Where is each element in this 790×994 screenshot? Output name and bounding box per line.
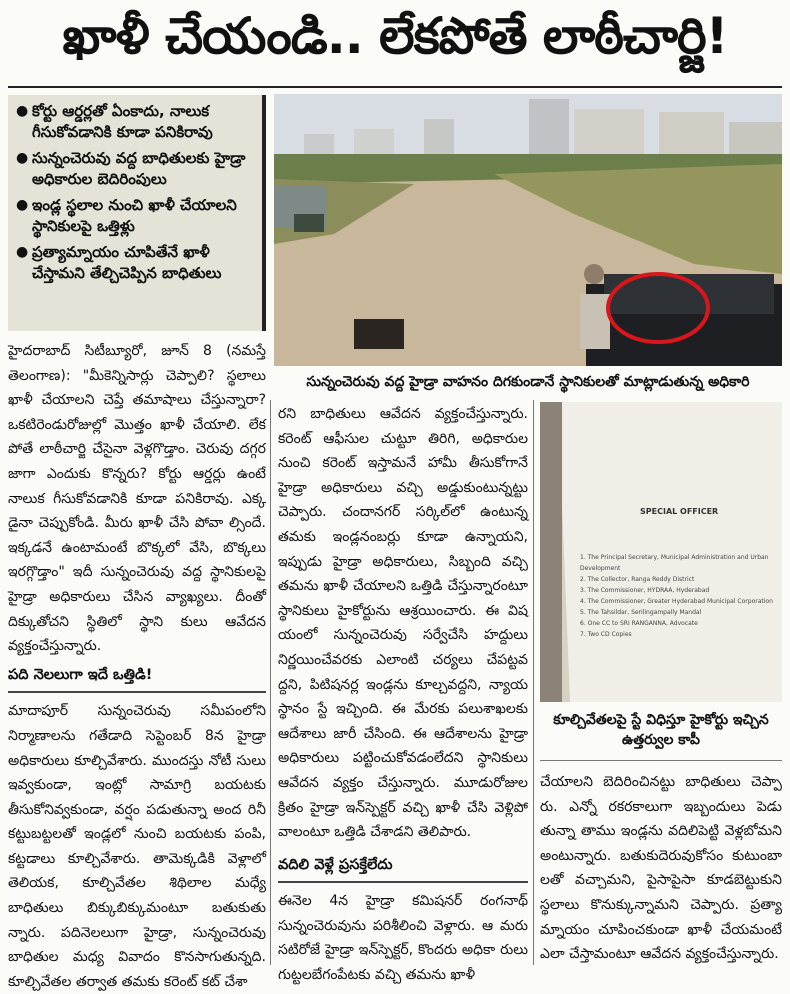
article-intro: హైదరాబాద్ సిటీబ్యూరో, జూన్ 8 (నమస్తే తెలంగాణ): "మీకెన్నిసార్లు చెప్పాలి? స్థలాలు ఖాళీ చేయాలని చెప్తే తమాషాలు చేస్తున్నారా? ఒకటిరెండురోజుల్లో మొత్తం ఖాళీ చేయాలి. లేక పోతే లాఠీచార్జి చేసైనా వెళ్లగొడ్తాం. చెరువు దగ్గర జాగా ఎందుకు కొన్నరు? కోర్టు ఆర్డర్లు ఉంటే నాలుక గీసుకోవడానికి కూడా పనికిరావు. ఎక్క డైనా చెప్పుకోండి. మీరు ఖాళీ చేసి పోవా ల్సిందే. ఇక్కడనే ఉంటామంటే బొక్కలో వేసి, బొక్కలు ఇరగ్గొడ్తాం" ఇదీ సున్నంచెరువు వద్ద స్థానికులపై హైడ్రా అధికారులు చేసిన వ్యాఖ్యలు. దీంతో దిక్కుతోచని స్థితిలో స్థాని కులు ఆవేదన వ్యక్తంచేస్తున్నారు. — [8, 343, 266, 655]
article-body-4: చేయాలని బెదిరించినట్టు బాధితులు చెప్పా రు. ఎన్నో రకరకాలుగా ఇబ్బందులు పెడు తున్నా తాము ఇండ్లను వదిలిపెట్టి వెళ్లబోమని అంటున్నారు. బతుకుదెరువుకోసం కుటుంబా లతో వచ్చామని, పైసాపైసా కూడబెట్టుకుని స్థలాలు కొనుక్కున్నామని చెప్పారు. ప్రత్యా మ్నాయం చూపించకుండా ఖాళీ చేయమంటే ఎలా చేస్తామంటూ ఆవేదన వ్యక్తంచేస్తున్నారు. — [540, 774, 782, 963]
article-column-3 — [540, 770, 782, 967]
highlight-item: ● సున్నంచెరువు వద్ద బాధితులకు హైడ్రా అధికారుల బెదిరింపులు — [16, 149, 246, 188]
subhead-1: పది నెలలుగా ఇదే ఒత్తిడి! — [8, 666, 153, 683]
article-body-1: మాదాపూర్ సున్నంచెరువు సమీపంలోని నిర్మాణాలను గతేడాది సెప్టెంబర్ 8న హైడ్రా అధికారులు కూల్చివేశారు. ముందస్తు నోటీ సులు ఇవ్వకుండా, ఇంట్లో సామాగ్రి బయటకు తీసుకోనివ్వకుండా, వర్షం పడుతున్నా అంద రినీ కట్టుబట్టలతో ఇండ్లలో నుంచి బయటకు పంపి, కట్టడాలు కూల్చివేశారు. తామెక్కడికి వెళ్లాలో తెలియక, కూల్చివేతల శిథిలాల మధ్యే బాధితులు బిక్కుబిక్కుమంటూ బతుకుతు న్నారు. పదినెలలుగా హైడ్రా, సున్నంచెరువు బాధితుల మధ్య వివాదం కొనసాగుతున్నది. కూల్చివేతల తర్వాత తమకు కరెంట్ కట్ చేశా — [8, 703, 266, 990]
highlights-box — [8, 95, 266, 331]
column-divider — [270, 400, 271, 965]
site-photo-illustration — [274, 94, 782, 366]
bullet-icon: ● — [16, 103, 29, 119]
site-photo — [274, 94, 782, 366]
document-text: 1. The Principal Secretary, Municipal Administration and Urban Development 2. The Collector, Ranga Reddy District 3. The Commissioner, HYDRAA, Hyderabad 4. The Commissioner, Greater Hyderabad Municipal Corporation 5. The Tahsildar, Serilingampally Mandal 6. One CC to SRI RANGANNA, Advocate 7. Two CD Copies — [580, 554, 773, 638]
bullet-icon: ● — [16, 197, 29, 213]
bullet-icon: ● — [16, 150, 29, 166]
highlight-item: ● కోర్టు ఆర్డర్లతో ఏంకాదు, నాలుక గీసుకోవడానికి కూడా పనికిరావు — [16, 102, 213, 141]
subhead-underline — [278, 881, 528, 883]
bullet-icon: ● — [16, 244, 29, 260]
court-order-photo — [540, 402, 782, 702]
highlight-item: ● ఇండ్ల స్థలాల నుంచి ఖాళీ చేయాలని స్థానికులపై ఒత్తిళ్లు — [16, 196, 237, 235]
document-caption: కూల్చివేతలపై స్టే విధిస్తూ హైకోర్టు ఇచ్చిన ఉత్తర్వుల కాపీ — [553, 712, 769, 748]
article-body-3: ఈనెల 4న హైడ్రా కమిషనర్ రంగనాథ్ సున్నంచెరువును పరిశీలించి వెళ్లారు. ఆ మరు సటిరోజే హైడ్రా ఇన్‌స్పెక్టర్, కొందరు అధికా రులు గుట్టలబేగంపేటకు వచ్చి తమను ఖాళీ — [278, 893, 528, 984]
highlight-item: ● ప్రత్యామ్నాయం చూపితేనే ఖాళీ చేస్తామని తేల్చిచెప్పిన బాధితులు — [16, 243, 222, 282]
article-column-2 — [278, 402, 528, 988]
column-divider — [533, 400, 534, 965]
subhead-underline — [8, 691, 266, 693]
headline: ఖాళీ చేయండి.. లేకపోతే లాఠీచార్జి! — [62, 6, 728, 65]
caption-rule — [540, 760, 782, 761]
article-body-2: రని బాధితులు ఆవేదన వ్యక్తంచేస్తున్నారు. కరెంట్ ఆఫీసుల చుట్టూ తిరిగి, అధికారుల నుంచి కరెంట్ ఇస్తామనే హామీ తీసుకోగానే హైడ్రా అధికారులు వచ్చి అడ్డుకుంటున్నట్టు చెప్పారు. చందానగర్ సర్కిల్‌లో ఉంటున్న తమకు ఇండ్లనంబర్లు కూడా ఉన్నాయని, ఇప్పుడు హైడ్రా అధికారులు, సిబ్బంది వచ్చి తమను ఖాళీ చేయాలని ఒత్తిడి చేస్తున్నారంటూ స్థానికులు హైకోర్టును ఆశ్రయించారు. ఈ విష యంలో సున్నంచెరువు సర్వేచేసి హద్దులు నిర్ణయించేవరకు ఎలాంటి చర్యలు చేపట్టవ ద్దని, పిటిషనర్ల ఇండ్లను కూల్చవద్దని, న్యాయ స్థానం స్టే ఇచ్చింది. ఈ మేరకు పలుశాఖలకు ఆదేశాలు జారీ చేసింది. ఈ ఆదేశాలను హైడ్రా అధికారులు పట్టించుకోవడంలేదని స్థానికులు ఆవేదన వ్యక్తం చేస్తున్నారు. మూడురోజుల క్రితం హైడ్రా ఇన్‌స్పెక్టర్ వచ్చి ఖాళీ చేసి వెళ్లిపో వాలంటూ ఒత్తిడి చేశాడని తెలిపారు. — [278, 406, 528, 841]
photo-caption: సున్నంచెరువు వద్ద హైడ్రా వాహనం దిగకుండానే స్థానికులతో మాట్లాడుతున్న అధికారి — [306, 374, 750, 390]
article-column-1 — [8, 339, 266, 994]
document-stamp: SPECIAL OFFICER — [640, 507, 719, 516]
subhead-2: వదిలి వెళ్లే ప్రసక్తేలేదు — [278, 856, 393, 873]
headline-rule — [8, 86, 782, 88]
